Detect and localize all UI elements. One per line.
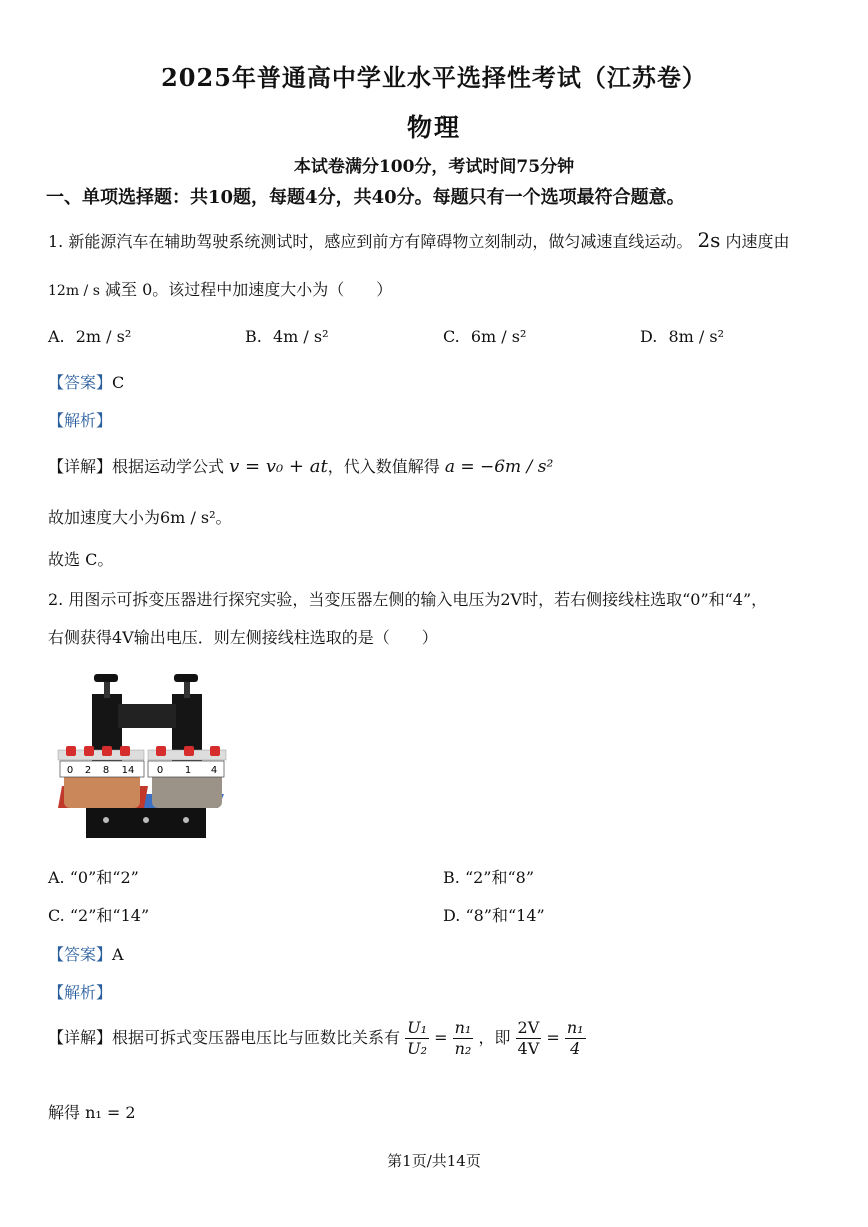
acceleration-result: a = −6m / s² [444, 457, 554, 477]
exam-title: 2025年普通高中学业水平选择性考试（江苏卷） [161, 63, 707, 92]
fraction-n1-4 [565, 1018, 586, 1059]
q1-answer [48, 370, 124, 393]
q1-stem-question: 减至 0。该过程中加速度大小为（ ） [105, 280, 393, 299]
option-value: “2”和“14” [69, 906, 150, 925]
terminal-label-0: 0 [66, 765, 74, 776]
terminal-label-14: 14 [121, 765, 135, 776]
answer-value: A [112, 945, 124, 964]
q2-solve-line: 解得 n₁ = 2 [48, 1103, 136, 1122]
transformer-figure [48, 668, 238, 844]
terminal-label-2: 2 [84, 765, 92, 776]
kinematics-formula: v = v₀ + at [229, 456, 328, 477]
q2-option-d[interactable] [443, 903, 545, 926]
fraction-numerator: 2V [517, 1018, 540, 1037]
option-value: 8m / s² [668, 327, 724, 346]
q2-option-c[interactable] [48, 903, 149, 926]
section-heading: 一、单项选择题：共10题，每题4分，共40分。每题只有一个选项最符合题意。 [46, 187, 685, 208]
left-knob [94, 674, 118, 682]
q1-stem-text: 1. 新能源汽车在辅助驾驶系统测试时，感应到前方有障碍物立刻制动，做匀减速直线运动。 [48, 232, 693, 251]
q1-speed: 12m / s [48, 283, 100, 299]
detail-text: 根据可拆式变压器电压比与匝数比关系有 [112, 1028, 401, 1047]
fraction-numerator: n₁ [566, 1018, 584, 1037]
q1-stem-line2 [48, 277, 392, 300]
q2-option-b[interactable] [443, 865, 534, 888]
q1-time: 2s [697, 228, 721, 252]
terminal-label-r1: 1 [184, 765, 192, 776]
q1-stem-tail: 内速度由 [725, 232, 790, 251]
fraction-u1-u2 [405, 1018, 429, 1059]
detail-text-2: ，代入数值解得 [327, 457, 440, 476]
terminal-label-r0: 0 [156, 765, 164, 776]
q1-analysis-tag: 【解析】 [48, 411, 113, 430]
option-value: 6m / s² [470, 327, 527, 346]
option-letter: C. [48, 906, 65, 925]
detail-tag: 【详解】 [48, 1028, 113, 1047]
page-footer: 第1页/共14页 [387, 1152, 481, 1170]
transformer-image [48, 668, 238, 844]
q2-stem-line2: 右侧获得4V输出电压．则左侧接线柱选取的是（ ） [48, 628, 438, 647]
q2-detail-line1 [48, 1018, 586, 1059]
answer-value: C [112, 373, 125, 392]
option-letter: D. [640, 327, 658, 346]
fraction-denominator: 4 [570, 1039, 581, 1058]
option-value: “2”和“8” [464, 868, 535, 887]
option-letter: A. [48, 868, 65, 887]
q2-option-a[interactable] [48, 865, 139, 888]
q1-stem-line1 [48, 228, 790, 252]
option-letter: C. [443, 327, 460, 346]
terminal-label-8: 8 [102, 765, 110, 776]
q1-option-a[interactable] [48, 327, 131, 346]
fraction-n1-n2 [453, 1018, 474, 1059]
q1-detail-line2: 故加速度大小为6m / s²。 [48, 508, 232, 527]
right-knob [174, 674, 198, 682]
q1-option-b[interactable] [245, 327, 328, 346]
equals-sign: = [434, 1028, 448, 1047]
option-value: 2m / s² [75, 327, 132, 346]
option-value: “8”和“14” [465, 906, 545, 925]
fraction-numerator: n₁ [454, 1018, 472, 1037]
q1-option-c[interactable] [443, 327, 526, 346]
equals-sign: = [546, 1028, 560, 1047]
q2-answer [48, 942, 124, 965]
q2-analysis-tag: 【解析】 [48, 983, 113, 1002]
exam-info: 本试卷满分100分，考试时间75分钟 [293, 157, 575, 177]
q1-detail-line1 [48, 454, 553, 477]
q1-detail-line3: 故选 C。 [48, 550, 114, 569]
option-value: 4m / s² [272, 327, 329, 346]
fraction-numerator: U₁ [407, 1018, 428, 1037]
option-letter: D. [443, 906, 461, 925]
q2-stem-line1: 2. 用图示可拆变压器进行探究实验，当变压器左侧的输入电压为2V时，若右侧接线柱选取“0”和“4”， [48, 590, 768, 609]
terminal-label-r4: 4 [210, 765, 218, 776]
answer-tag: 【答案】 [48, 945, 113, 964]
subject-title: 物理 [406, 113, 461, 142]
q1-option-d[interactable] [640, 327, 724, 346]
fraction-denominator: n₂ [454, 1039, 472, 1058]
fraction-denominator: 4V [517, 1039, 540, 1058]
detail-connector: ，即 [478, 1028, 511, 1047]
option-letter: A. [48, 327, 65, 346]
option-letter: B. [245, 327, 262, 346]
option-value: “0”和“2” [69, 868, 139, 887]
fraction-denominator: U₂ [407, 1039, 428, 1058]
detail-text: 根据运动学公式 [112, 457, 225, 476]
answer-tag: 【答案】 [48, 373, 113, 392]
option-letter: B. [443, 868, 460, 887]
fraction-2v-4v [516, 1018, 542, 1059]
detail-tag: 【详解】 [48, 457, 113, 476]
core-yoke [118, 704, 176, 728]
